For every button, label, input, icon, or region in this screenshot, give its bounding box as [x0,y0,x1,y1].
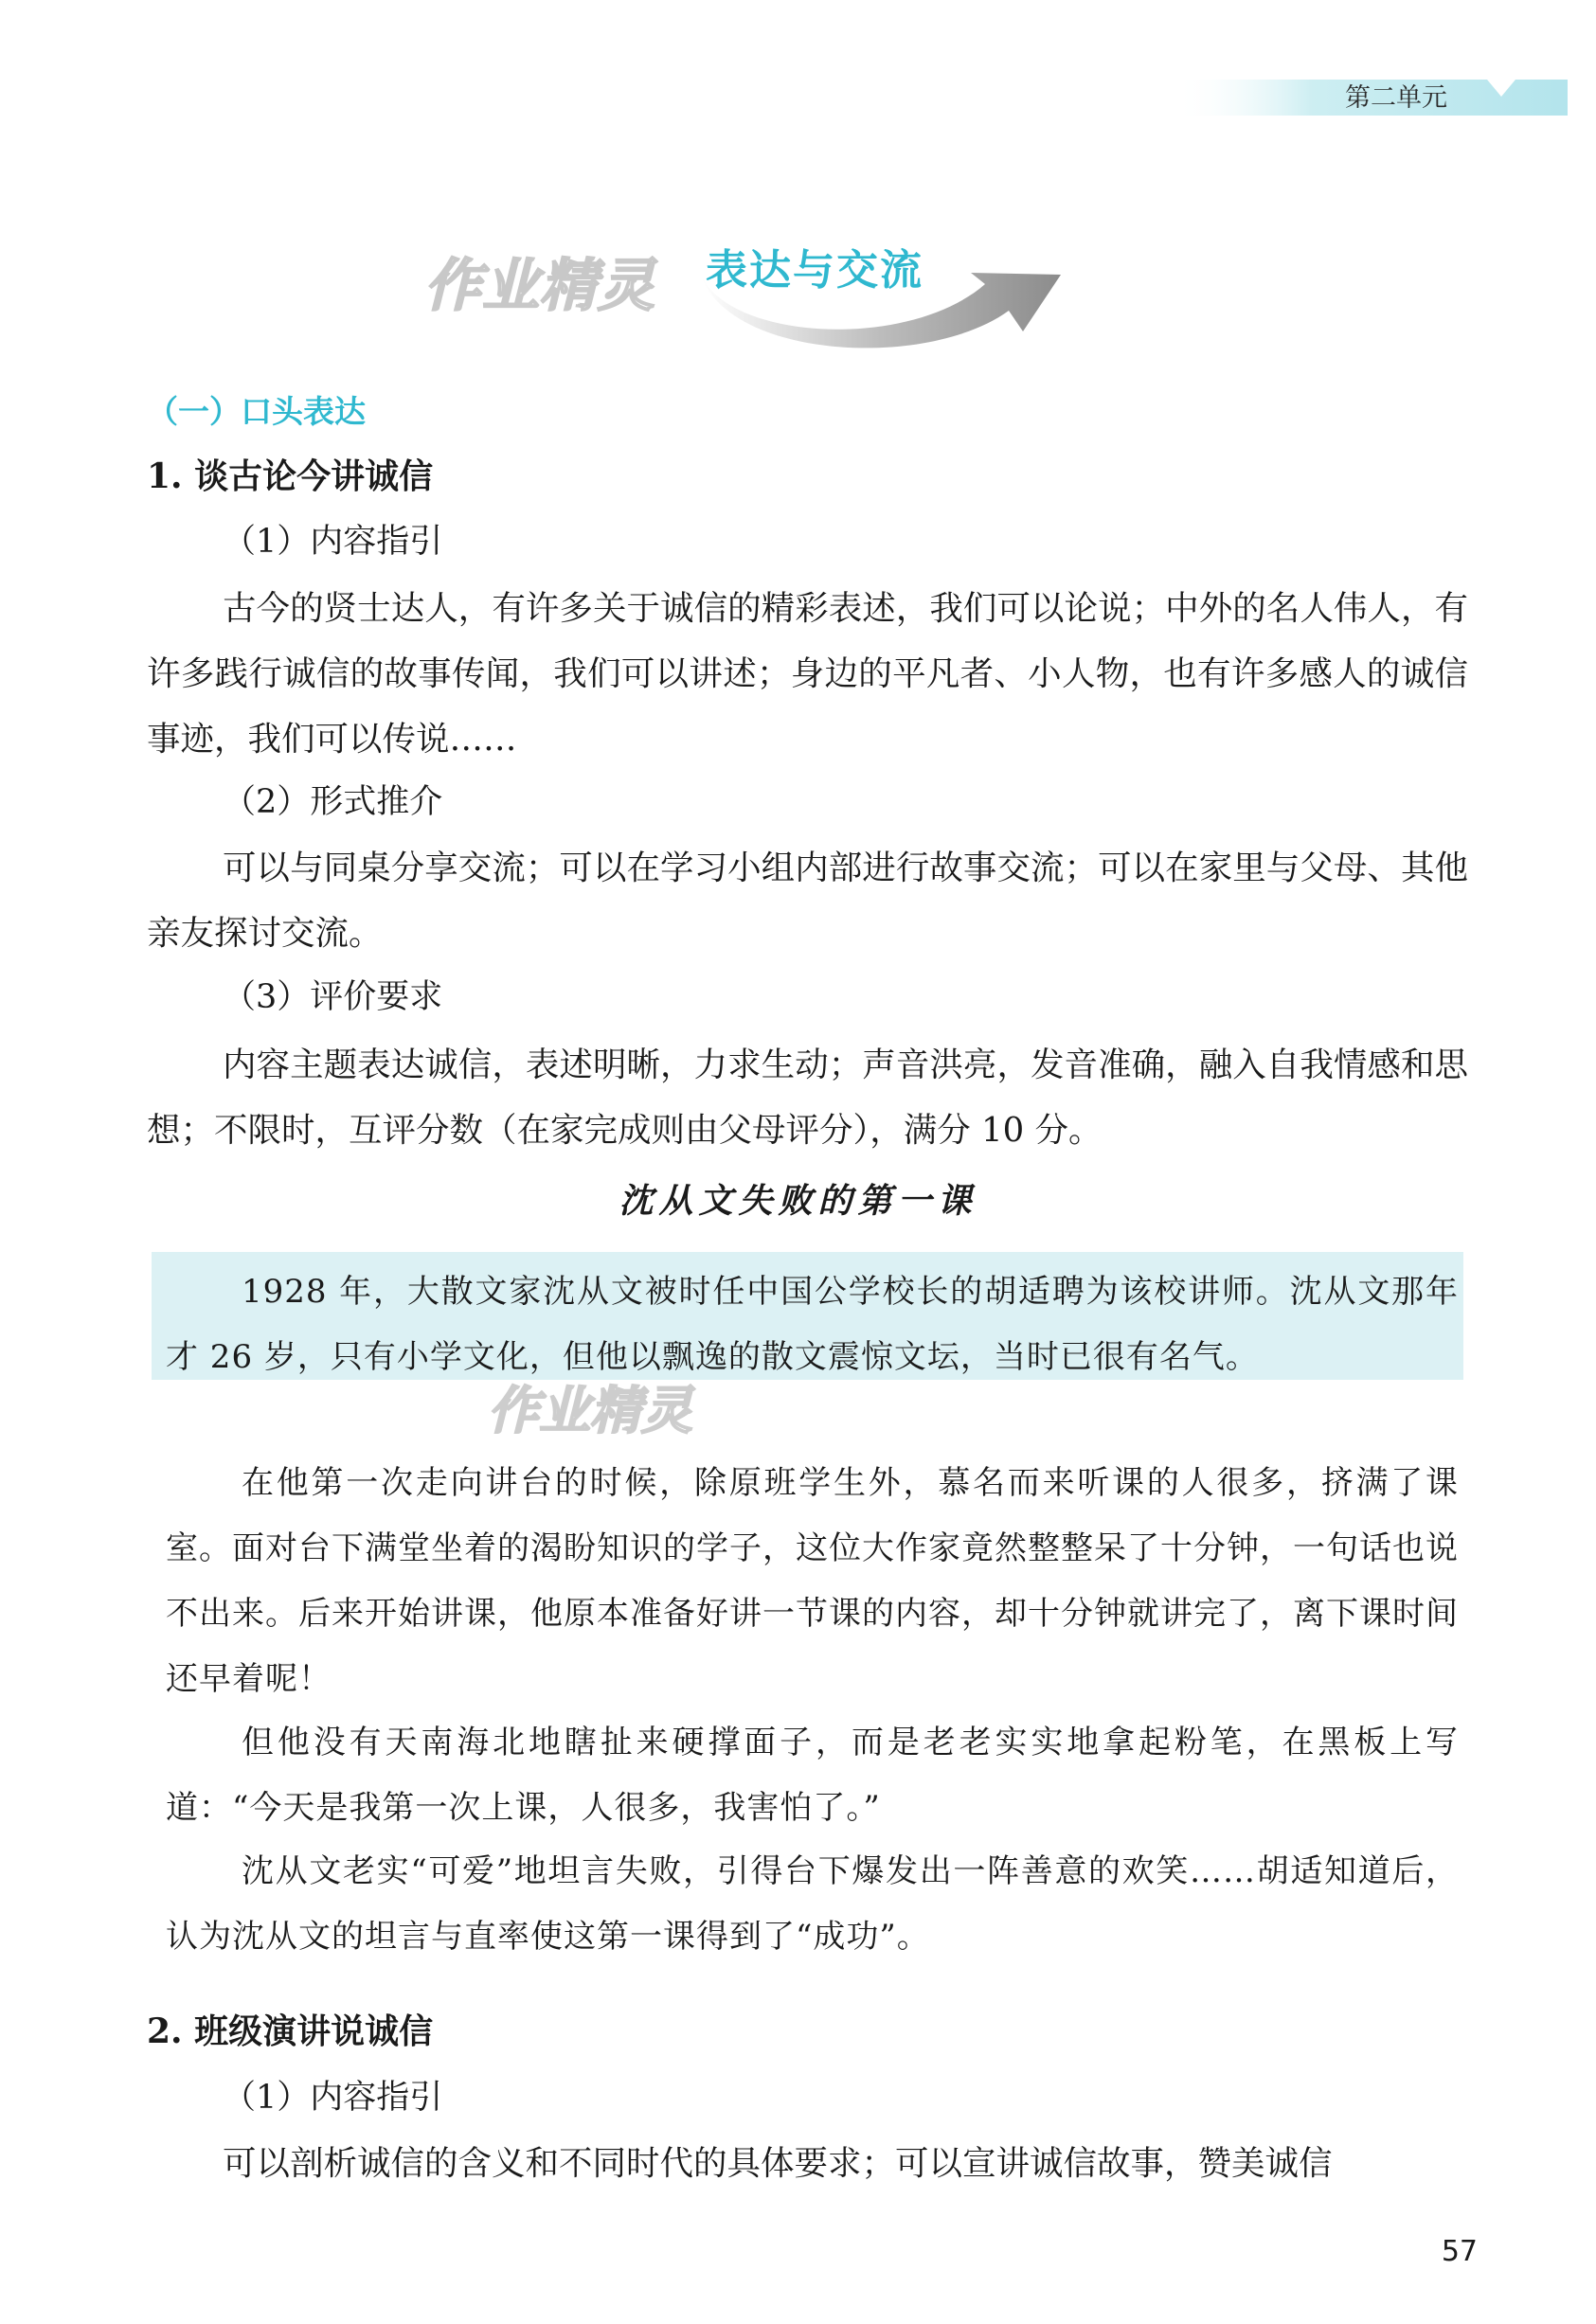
item-heading-1: 1. 谈古论今讲诚信 [147,456,434,496]
unit-label: 第二单元 [1345,83,1447,113]
subheading-evaluation: （3）评价要求 [223,978,443,1016]
subheading-content-guide: （1）内容指引 [223,523,443,561]
item-heading-2: 2. 班级演讲说诚信 [147,2011,434,2051]
subsection-label: （一）口头表达 [147,393,366,430]
section-title: 表达与交流 [706,246,924,295]
watermark-logo: 作业精灵 [424,253,655,319]
paragraph-content-guide: 可以剖析诚信的含义和不同时代的具体要求；可以宣讲诚信故事，赞美诚信 [223,2144,1333,2183]
story-paragraph: 但他没有天南海北地瞎扯来硬撑面子，而是老老实实地拿起粉笔，在黑板上写道：“今天是我第一次上课，人很多，我害怕了。” [166,1724,1459,1827]
paragraph-evaluation: 内容主题表达诚信，表述明晰，力求生动；声音洪亮，发音准确，融入自我情感和思想；不限时，互评分数（在家完成则由父母评分），满分 10 分。 [147,1046,1468,1150]
subheading-format: （2）形式推介 [223,783,443,821]
paragraph-content-guide: 古今的贤士达人，有许多关于诚信的精彩表述，我们可以论说；中外的名人伟人，有许多践行诚信的故事传闻，我们可以讲述；身边的平凡者、小人物，也有许多感人的诚信事迹，我们可以传说…… [147,589,1468,759]
story-paragraph: 沈从文老实“可爱”地坦言失败，引得台下爆发出一阵善意的欢笑……胡适知道后，认为沈从文的坦言与直率使这第一课得到了“成功”。 [166,1852,1459,1956]
story-title: 沈从文失败的第一课 [619,1181,977,1221]
watermark-logo: 作业精灵 [488,1381,692,1440]
story-paragraph: 1928 年，大散文家沈从文被时任中国公学校长的胡适聘为该校讲师。沈从文那年才 26 岁，只有小学文化，但他以飘逸的散文震惊文坛，当时已很有名气。 [166,1273,1459,1376]
paragraph-format: 可以与同桌分享交流；可以在学习小组内部进行故事交流；可以在家里与父母、其他亲友探讨交流。 [147,849,1468,953]
subheading-content-guide: （1）内容指引 [223,2079,443,2117]
page-number: 57 [1441,2235,1478,2268]
story-paragraph: 在他第一次走向讲台的时候，除原班学生外，慕名而来听课的人很多，挤满了课室。面对台下满堂坐着的渴盼知识的学子，这位大作家竟然整整呆了十分钟，一句话也说不出来。后来开始讲课，他原本准备好讲一节课的内容，却十分钟就讲完了，离下课时间还早着呢！ [166,1464,1459,1698]
